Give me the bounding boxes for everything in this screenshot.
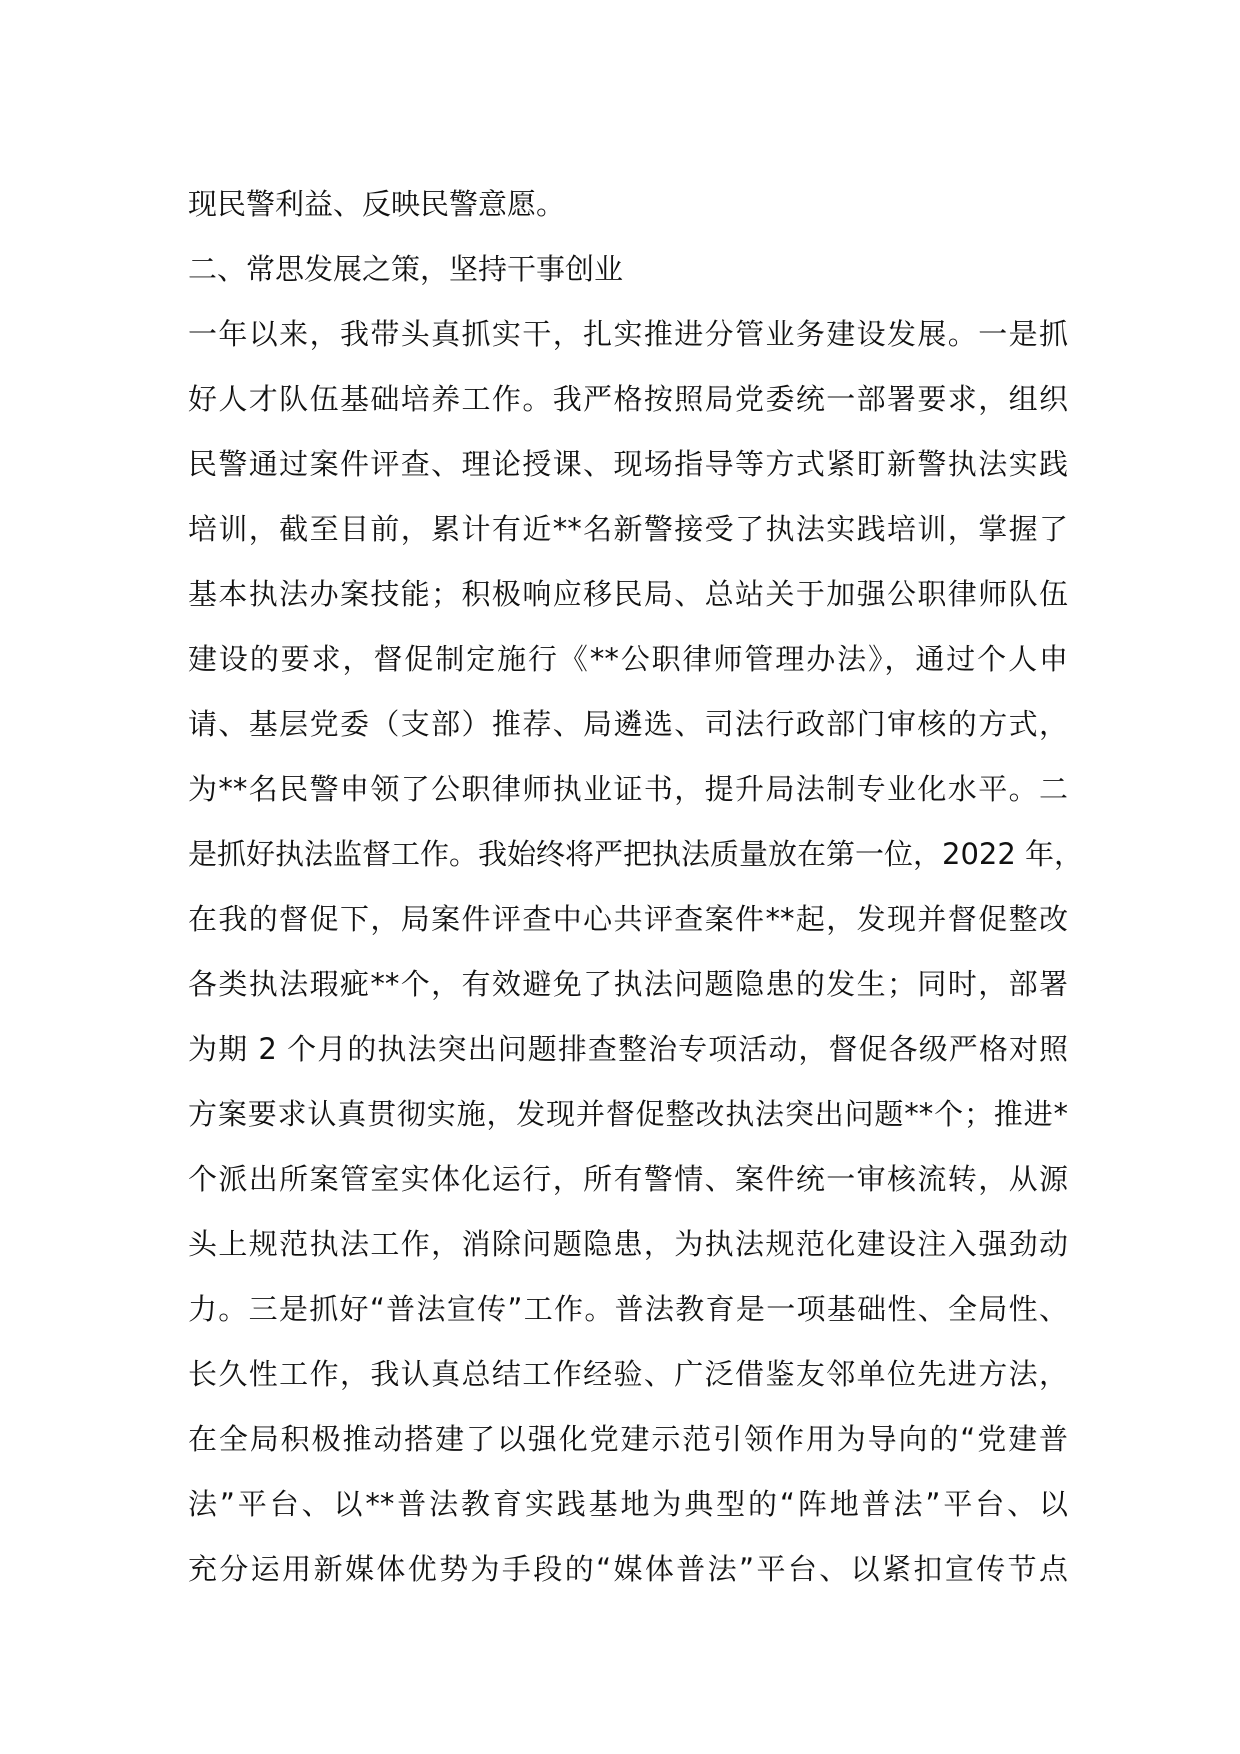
- text-line: 长久性工作，我认真总结工作经验、广泛借鉴友邻单位先进方法，: [188, 1357, 1068, 1391]
- text-line: 基本执法办案技能；积极响应移民局、总站关于加强公职律师队伍: [188, 577, 1068, 611]
- text-line: 法”平台、以**普法教育实践基地为典型的“阵地普法”平台、以: [188, 1487, 1068, 1521]
- text-line: 民警通过案件评查、理论授课、现场指导等方式紧盯新警执法实践: [188, 447, 1068, 481]
- text-line: 个派出所案管室实体化运行，所有警情、案件统一审核流转，从源: [188, 1162, 1068, 1196]
- document-body: [188, 172, 1084, 1602]
- text-line: 是抓好执法监督工作。我始终将严把执法质量放在第一位，2022 年，: [188, 837, 1084, 871]
- text-line: 请、基层党委（支部）推荐、局遴选、司法行政部门审核的方式，: [188, 707, 1068, 741]
- text-line: 现民警利益、反映民警意愿。: [188, 187, 566, 221]
- text-line: 在我的督促下，局案件评查中心共评查案件**起，发现并督促整改: [188, 902, 1068, 936]
- text-line: 为**名民警申领了公职律师执业证书，提升局法制专业化水平。二: [188, 772, 1068, 806]
- text-line: 建设的要求，督促制定施行《**公职律师管理办法》，通过个人申: [188, 642, 1068, 676]
- text-line: 方案要求认真贯彻实施，发现并督促整改执法突出问题**个；推进*: [188, 1097, 1068, 1131]
- text-line: 一年以来，我带头真抓实干，扎实推进分管业务建设发展。一是抓: [188, 317, 1068, 351]
- section-heading: 二、常思发展之策，坚持干事创业: [188, 252, 624, 286]
- text-line: 头上规范执法工作，消除问题隐患，为执法规范化建设注入强劲动: [188, 1227, 1068, 1261]
- text-line: 好人才队伍基础培养工作。我严格按照局党委统一部署要求，组织: [188, 382, 1068, 416]
- text-line: 力。三是抓好“普法宣传”工作。普法教育是一项基础性、全局性、: [188, 1292, 1068, 1326]
- text-line: 各类执法瑕疵**个，有效避免了执法问题隐患的发生；同时，部署: [188, 967, 1068, 1001]
- text-line: 在全局积极推动搭建了以强化党建示范引领作用为导向的“党建普: [188, 1422, 1068, 1456]
- text-line: 为期 2 个月的执法突出问题排查整治专项活动，督促各级严格对照: [188, 1032, 1068, 1066]
- text-line: 充分运用新媒体优势为手段的“媒体普法”平台、以紧扣宣传节点: [188, 1552, 1068, 1586]
- text-line: 培训，截至目前，累计有近**名新警接受了执法实践培训，掌握了: [188, 512, 1068, 546]
